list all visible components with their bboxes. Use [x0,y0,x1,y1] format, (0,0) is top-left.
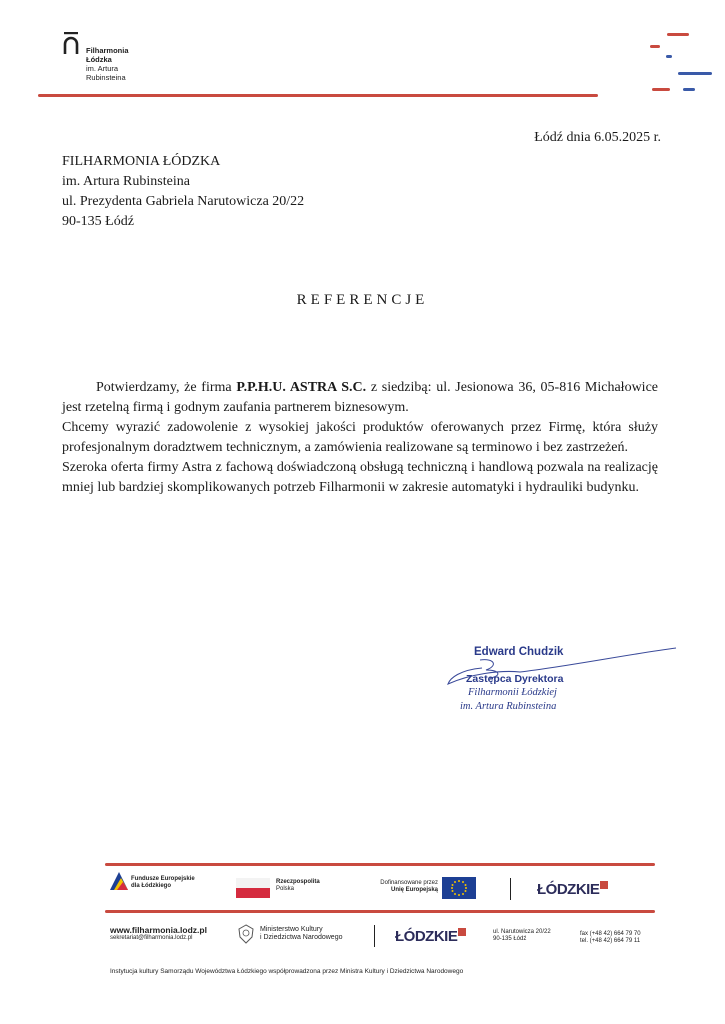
logo-line-3: im. Artura [86,64,119,73]
paragraph-2: Chcemy wyrazić zadowolenie z wysokiej jakości produktów oferowanych przez Firmę, która służy profesjonalnym doradztwem technicznym, a zamówienia realizowane są terminowo i bez zastrzeżeń. [62,420,658,455]
address-line: 90-135 Łódź [62,214,134,229]
address-line: im. Artura Rubinsteina [62,174,190,189]
footer-separator [374,925,375,947]
footer-note: Instytucja kultury Samorządu Województwa Łódzkiego współprowadzona przez Ministra Kultury i Dziedzictwa Narodowego [110,968,464,975]
document-title: REFERENCJE [296,292,429,308]
logo-line-1: Filharmonia [86,46,129,55]
phone-number: tel. (+48 42) 664 79 11 [580,938,641,944]
decorative-dashes-icon [650,33,720,93]
logo-line-2: Łódzka [86,55,112,64]
filharmonia-logo-text [86,46,129,82]
recipient-address [62,152,304,232]
phone-fax [580,931,641,945]
fundusze-europejskie-logo-icon [110,870,128,890]
rzeczpospolita-text: Rzeczpospolita Polska [276,879,320,892]
lodzkie-logo: ŁÓDZKIE [537,881,608,898]
filharmonia-logo-icon [62,32,80,54]
signatory-name: Edward Chudzik [474,646,564,658]
ministry-emblem-icon [236,923,256,945]
eu-cofinancing-text: Dofinansowane przez Unię Europejską [380,880,438,893]
contact-block [110,925,207,942]
letter-date: Łódź dnia 6.05.2025 r. [534,130,661,145]
ministry-text: Ministerstwo Kultury i Dziedzictwa Narodowego [260,926,343,941]
email-link[interactable]: sekretariat@filharmonia.lodz.pl [110,935,193,941]
lodzkie-logo: ŁÓDZKIE [395,928,466,945]
polish-flag-icon [236,878,270,898]
address-line: FILHARMONIA ŁÓDZKA [62,154,221,169]
signatory-role: Zastępca Dyrektora [466,673,564,685]
signature-stamp [440,640,690,720]
company-name: P.P.H.U. ASTRA S.C. [236,380,367,395]
institution-address: ul. Narutowicza 20/22 90-135 Łódź [493,929,551,942]
website-link[interactable]: www.filharmonia.lodz.pl [110,925,207,935]
fundusze-europejskie-text: Fundusze Europejskie dla Łódzkiego [131,876,195,889]
logo-line-4: Rubinsteina [86,73,126,82]
footer-separator [510,878,511,900]
letter-body [62,378,658,498]
paragraph-1: Potwierdzamy, że firma P.P.H.U. ASTRA S.C. z siedzibą: ul. Jesionowa 36, 05-816 Michałowice jest rzetelną firmą i godnym zaufania partnerem biznesowym. [62,380,658,415]
footer-divider-top [105,863,655,866]
signatory-institution: Filharmonii Łódzkiej [468,687,557,698]
eu-flag-icon [442,877,476,899]
footer-divider-bottom [105,910,655,913]
fax-number: fax (+48 42) 664 79 70 [580,931,641,937]
address-line: ul. Prezydenta Gabriela Narutowicza 20/22 [62,194,305,209]
header-divider [38,94,598,97]
paragraph-3: Szeroka oferta firmy Astra z fachową doświadczoną obsługą techniczną i handlową pozwala na realizację mniej lub bardziej skomplikowanych potrzeb Filharmonii w zakresie automatyki i hydrauliki budynku. [62,460,658,495]
signatory-institution-2: im. Artura Rubinsteina [460,701,557,712]
